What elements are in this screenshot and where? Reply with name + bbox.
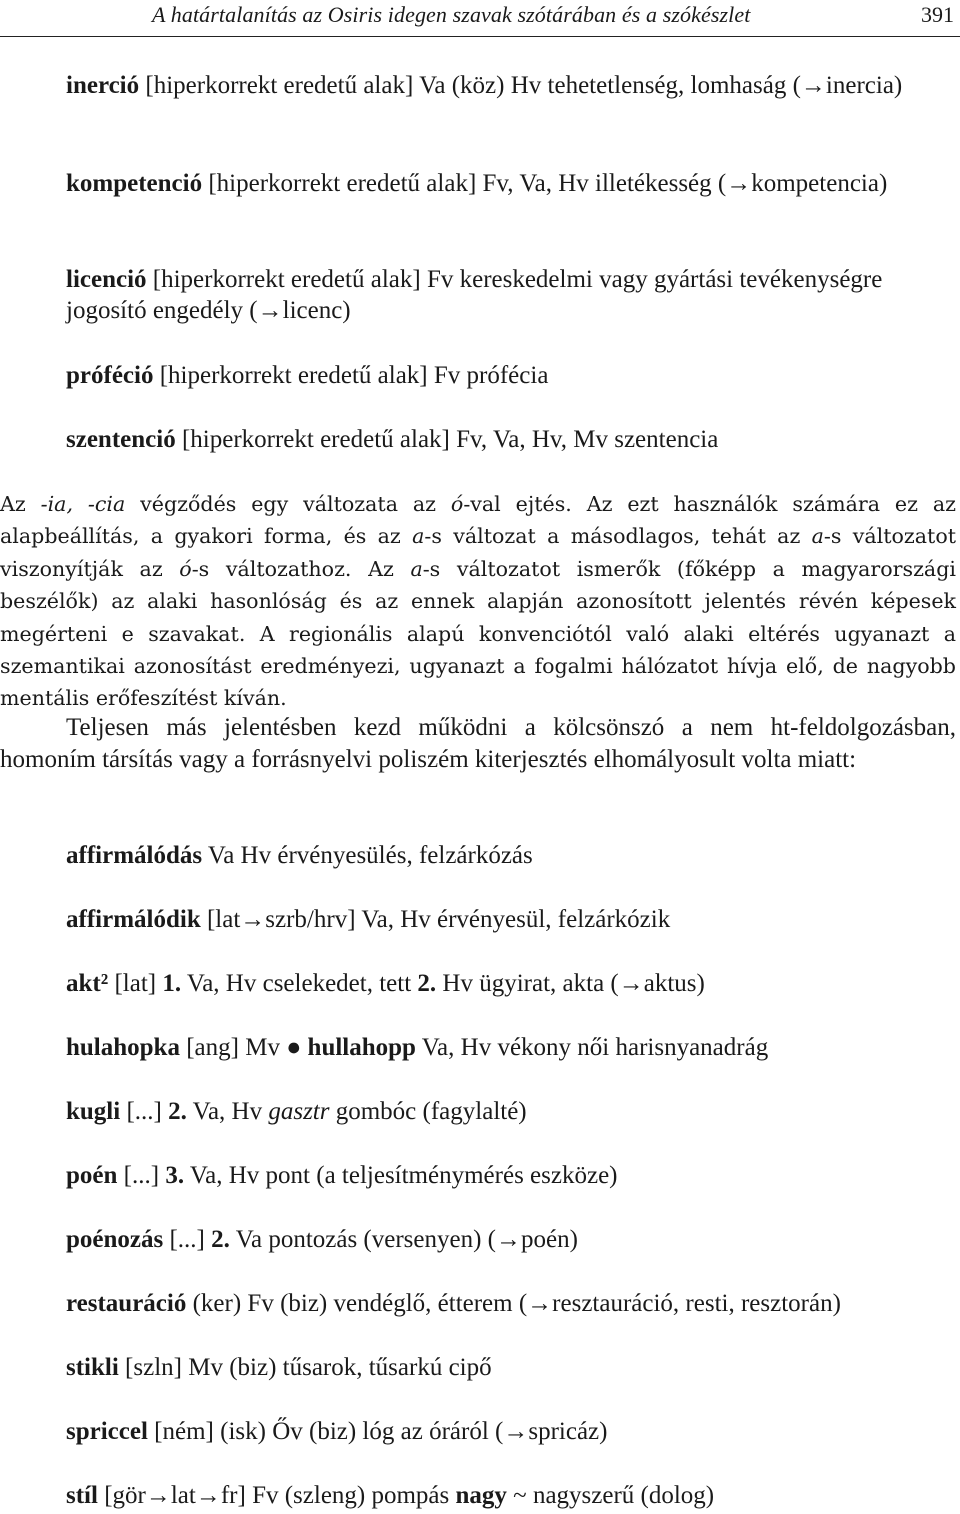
example-entry: poénozás [...] 2. Va pontozás (versenyen) (→poén)	[66, 1226, 578, 1253]
entry-headword: licenció	[66, 266, 147, 293]
entry-headword: szentenció	[66, 426, 176, 453]
example-entry: stikli [szln] Mv (biz) tűsarok, tűsarkú cipő	[66, 1354, 492, 1381]
example-entry: stíl [gör→lat→fr] Fv (szleng) pompás nagy ~ nagyszerű (dolog)	[66, 1482, 715, 1509]
entry-definition: [hiperkorrekt eredetű alak] Fv, Va, Hv illetékesség (→kompetencia)	[202, 170, 888, 197]
body-paragraph	[0, 488, 956, 715]
body-paragraph-2	[0, 712, 956, 776]
entry-definition: [hiperkorrekt eredetű alak] Fv kereskedelmi vagy gyártási tevékenységre jogosító engedély (→licenc)	[66, 266, 883, 324]
entry-headword: kompetenció	[66, 170, 203, 197]
example-entry: spriccel [ném] (isk) Őv (biz) lóg az óráról (→spricáz)	[66, 1418, 608, 1445]
paragraph-text: Teljesen más jelentésben kezd működni a kölcsönszó a nem ht-feldolgozásban, homoním társítás vagy a forrásnyelvi poliszém kiterjesztés elhomályosult volta miatt:	[0, 714, 956, 773]
entry-definition: [hiperkorrekt eredetű alak] Fv, Va, Hv, Mv szentencia	[175, 426, 719, 453]
dictionary-entry	[66, 168, 954, 199]
dictionary-entry	[66, 264, 954, 326]
example-entry: affirmálódás Va Hv érvényesülés, felzárkózás	[66, 842, 533, 869]
entry-definition: [hiperkorrekt eredetű alak] Fv prófécia	[153, 362, 549, 389]
example-entry: poén [...] 3. Va, Hv pont (a teljesítménymérés eszköze)	[66, 1162, 618, 1189]
page-number: 391	[921, 2, 954, 27]
example-entry: hulahopka [ang] Mv ● hullahopp Va, Hv vékony női harisnyanadrág	[66, 1034, 769, 1061]
running-title: A határtalanítás az Osiris idegen szavak szótárában és a szókészlet	[152, 2, 751, 27]
entry-headword: próféció	[66, 362, 154, 389]
dictionary-entry	[66, 424, 954, 455]
example-entry: restauráció (ker) Fv (biz) vendéglő, étterem (→resztauráció, resti, resztorán)	[66, 1290, 841, 1317]
example-entry: affirmálódik [lat→szrb/hrv] Va, Hv érvényesül, felzárkózik	[66, 906, 671, 933]
dictionary-entry	[66, 70, 954, 101]
example-entry: akt² [lat] 1. Va, Hv cselekedet, tett 2. Hv ügyirat, akta (→aktus)	[66, 970, 705, 997]
entry-definition: [hiperkorrekt eredetű alak] Va (köz) Hv tehetetlenség, lomhaság (→inercia)	[139, 72, 903, 99]
running-header	[0, 0, 960, 37]
entry-headword: inerció	[66, 72, 140, 99]
paragraph-text: Az -ia, -cia végződés egy változata az ó-val ejtés. Az ezt használók számára ez az alapbeállítás, a gyakori forma, és az a-s változat a másodlagos, tehát az a-s változatot viszonyítják az ó-s változathoz. Az a-s változatot ismerők (főképp a magyarországi beszélők) az alaki hasonlóság és az ennek alapján azonosított jelentés révén képesek megérteni e szavakat. A regionális alapú konvenciótól való alaki eltérés ugyanazt a szemantikai azonosítást eredményezi, ugyanazt a fogalmi hálózatot hívja elő, de nagyobb mentális erőfeszítést kíván.	[0, 492, 956, 711]
example-entry: kugli [...] 2. Va, Hv gasztr gombóc (fagylalté)	[66, 1098, 527, 1125]
dictionary-entry	[66, 360, 954, 391]
